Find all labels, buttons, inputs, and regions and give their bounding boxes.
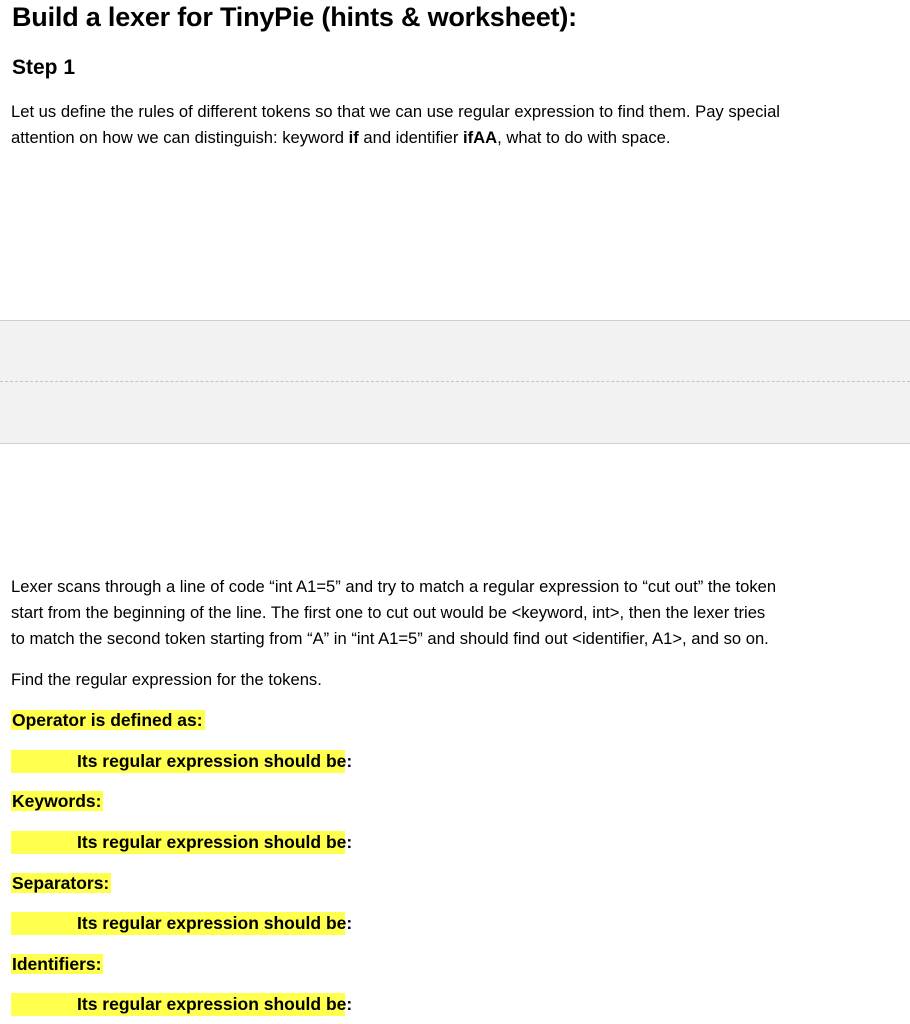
intro-paragraph bbox=[11, 99, 891, 151]
separators-label: Separators: bbox=[12, 873, 110, 893]
lexer-line-1: Lexer scans through a line of code “int A1=5” and try to match a regular expression to “cut out” the token bbox=[11, 577, 777, 596]
identifiers-expr-row bbox=[11, 993, 353, 1016]
operator-label-row bbox=[11, 709, 205, 732]
band-divider bbox=[0, 381, 910, 382]
separators-label-row bbox=[11, 872, 111, 895]
intro-line-2-mid: and identifier bbox=[358, 128, 463, 147]
lexer-line-3: to match the second token starting from “A” in “int A1=5” and should find out <identifier, A1>, and so on. bbox=[11, 629, 769, 648]
separators-expr-row bbox=[11, 912, 353, 935]
keywords-label-row bbox=[11, 790, 103, 813]
intro-line-2-pre: attention on how we can distinguish: keyword bbox=[11, 128, 349, 147]
keywords-label: Keywords: bbox=[12, 791, 102, 811]
intro-line-2 bbox=[11, 125, 891, 151]
page-title: Build a lexer for TinyPie (hints & worksheet): bbox=[12, 2, 577, 32]
lexer-paragraph bbox=[11, 574, 891, 652]
step-heading: Step 1 bbox=[12, 56, 76, 79]
keywords-expr-row bbox=[11, 831, 353, 854]
identifiers-label-row bbox=[11, 953, 103, 976]
operator-expr-label: Its regular expression should be: bbox=[77, 751, 353, 771]
identifier-example: ifAA bbox=[463, 128, 498, 147]
keyword-example: if bbox=[348, 128, 359, 147]
answer-band-bottom[interactable] bbox=[0, 382, 910, 444]
keywords-expr-label: Its regular expression should be: bbox=[77, 832, 353, 852]
identifiers-expr-label: Its regular expression should be: bbox=[77, 994, 353, 1014]
answer-band-top[interactable] bbox=[0, 320, 910, 382]
lexer-line-2: start from the beginning of the line. The first one to cut out would be <keyword, int>, then the lexer tries bbox=[11, 603, 766, 622]
operator-expr-row bbox=[11, 750, 353, 773]
identifiers-label: Identifiers: bbox=[12, 954, 102, 974]
operator-label: Operator is defined as: bbox=[12, 710, 203, 730]
intro-line-1: Let us define the rules of different tokens so that we can use regular expression to find them. Pay special bbox=[11, 102, 780, 121]
separators-expr-label: Its regular expression should be: bbox=[77, 913, 353, 933]
intro-line-2-post: , what to do with space. bbox=[497, 128, 671, 147]
find-instruction: Find the regular expression for the tokens. bbox=[11, 670, 322, 689]
